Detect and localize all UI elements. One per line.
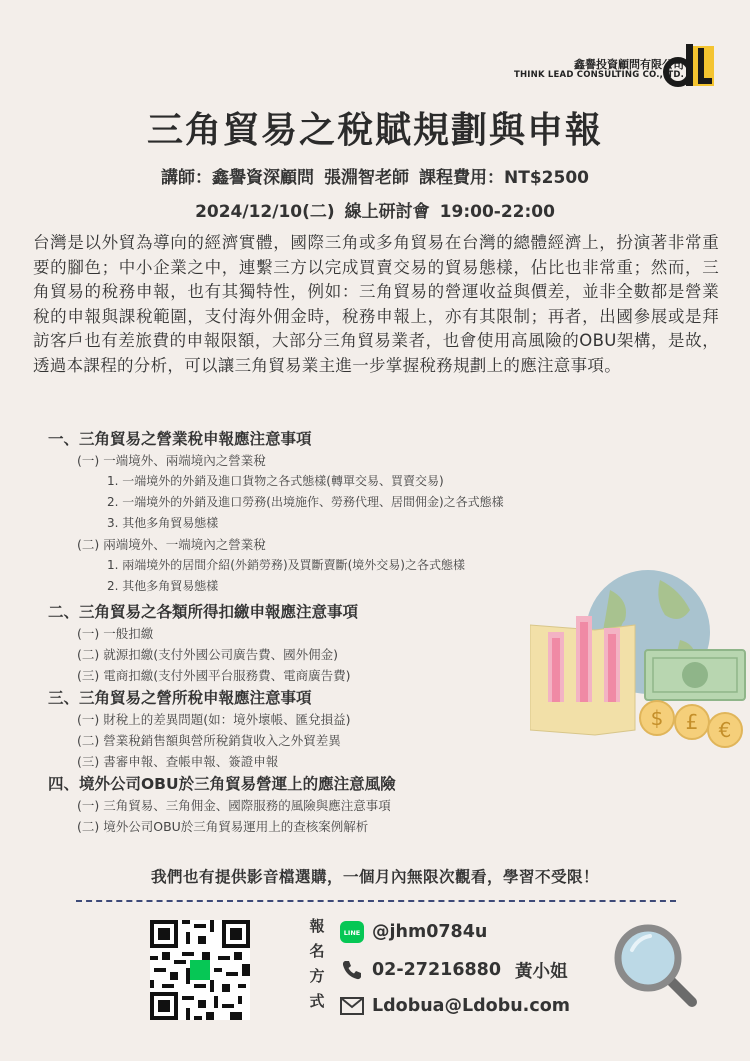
outline-item: 3. 其他多角貿易態樣 [107, 516, 219, 530]
speaker-line [0, 163, 750, 188]
svg-text:£: £ [685, 710, 699, 734]
subsection: (二) 就源扣繳(支付外國公司廣告費、國外佣金) [77, 647, 338, 662]
outline-item: 2. 一端境外的外銷及進口勞務(出境施作、勞務代理、居間佣金)之各式態樣 [107, 495, 504, 509]
page-title: 三角貿易之稅賦規劃與申報 [146, 110, 603, 151]
format: 線上研討會 [344, 202, 430, 222]
company-name-en: THINK LEAD CONSULTING CO.,LTD. [514, 70, 684, 80]
subsection: (二) 兩端境外、一端境內之營業稅 [77, 537, 266, 552]
teacher: 張淵智老師 [324, 168, 410, 188]
course-outline [48, 427, 608, 837]
section-heading: 三、三角貿易之營所稅申報應注意事項 [48, 689, 312, 707]
contact-person: 黃小姐 [515, 961, 568, 982]
company-name-zh: 鑫譽投資顧問有限公司 [574, 58, 684, 71]
magnifier-icon [610, 920, 705, 1015]
email-contact[interactable] [340, 992, 570, 1020]
svg-text:€: € [718, 718, 732, 742]
subsection: (一) 一般扣繳 [77, 626, 154, 641]
phone-contact[interactable] [340, 956, 568, 984]
subsection: (一) 財稅上的差異問題(如：境外壞帳、匯兌損益) [77, 712, 351, 727]
phone-number[interactable]: 02-27216880 [372, 960, 502, 980]
label-char: 報 [309, 917, 325, 935]
divider [76, 900, 676, 902]
fee: 課程費用：NT$2500 [419, 168, 589, 188]
line-icon-text: LINE [343, 929, 361, 937]
line-id[interactable]: @jhm0784u [372, 922, 488, 942]
registration-label [307, 914, 327, 1014]
outline-item: 1. 兩端境外的居間介紹(外銷勞務)及買斷賣斷(境外交易)之各式態樣 [107, 558, 465, 572]
svg-text:$: $ [650, 706, 664, 730]
outline-item: 1. 一端境外的外銷及進口貨物之各式態樣(轉單交易、買賣交易) [107, 474, 444, 488]
logo-icon [660, 42, 716, 90]
label-char: 方 [309, 967, 325, 985]
outline-item: 2. 其他多角貿易態樣 [107, 579, 219, 593]
subsection: (二) 營業稅銷售額與營所稅銷貨收入之外貿差異 [77, 733, 341, 748]
section-heading: 二、三角貿易之各類所得扣繳申報應注意事項 [48, 603, 359, 621]
subsection: (一) 三角貿易、三角佣金、國際服務的風險與應注意事項 [77, 798, 391, 813]
phone-icon [340, 958, 364, 982]
speaker: 講師：鑫譽資深顧問 [161, 168, 315, 188]
section-heading: 一、三角貿易之營業稅申報應注意事項 [48, 430, 312, 448]
subsection: (二) 境外公司OBU於三角貿易運用上的查核案例解析 [77, 819, 369, 834]
video-notice: 我們也有提供影音檔選購，一個月內無限次觀看，學習不受限！ [150, 868, 599, 886]
line-icon [340, 920, 364, 944]
line-contact[interactable] [340, 918, 487, 946]
label-char: 式 [309, 992, 325, 1010]
label-char: 名 [309, 942, 325, 960]
date: 2024/12/10(二) [195, 202, 335, 222]
mail-icon [340, 994, 364, 1018]
email-address[interactable]: Ldobua@Ldobu.com [372, 996, 570, 1016]
globe-chart-illustration [530, 570, 750, 760]
intro-paragraph: 台灣是以外貿為導向的經濟實體，國際三角或多角貿易在台灣的總體經濟上，扮演著非常重要的腳色；中小企業之中，連繫三方以完成買賣交易的貿易態樣，佔比也非常重；然而，三角貿易的稅務申報，也有其獨特性，例如：三角貿易的營運收益與價差，並非全數都是營業稅的申報與課稅範圍，支付海外佣金時，稅務申報上，亦有其限制；再者，出國參展或是拜訪客戶也有差旅費的申報限額，大部分三角貿易業者，也會使用高風險的OBU架構，是故，透過本課程的分析，可以讓三角貿易業主進一步掌握稅務規劃上的應注意事項。 [33, 233, 719, 375]
subsection: (三) 書審申報、查帳申報、簽證申報 [77, 754, 279, 769]
date-line [0, 197, 750, 222]
subsection: (三) 電商扣繳(支付外國平台服務費、電商廣告費) [77, 668, 351, 683]
qr-code[interactable] [150, 920, 250, 1020]
subsection: (一) 一端境外、兩端境內之營業稅 [77, 453, 266, 468]
section-heading: 四、境外公司OBU於三角貿易營運上的應注意風險 [48, 775, 396, 793]
time: 19:00-22:00 [439, 202, 555, 222]
